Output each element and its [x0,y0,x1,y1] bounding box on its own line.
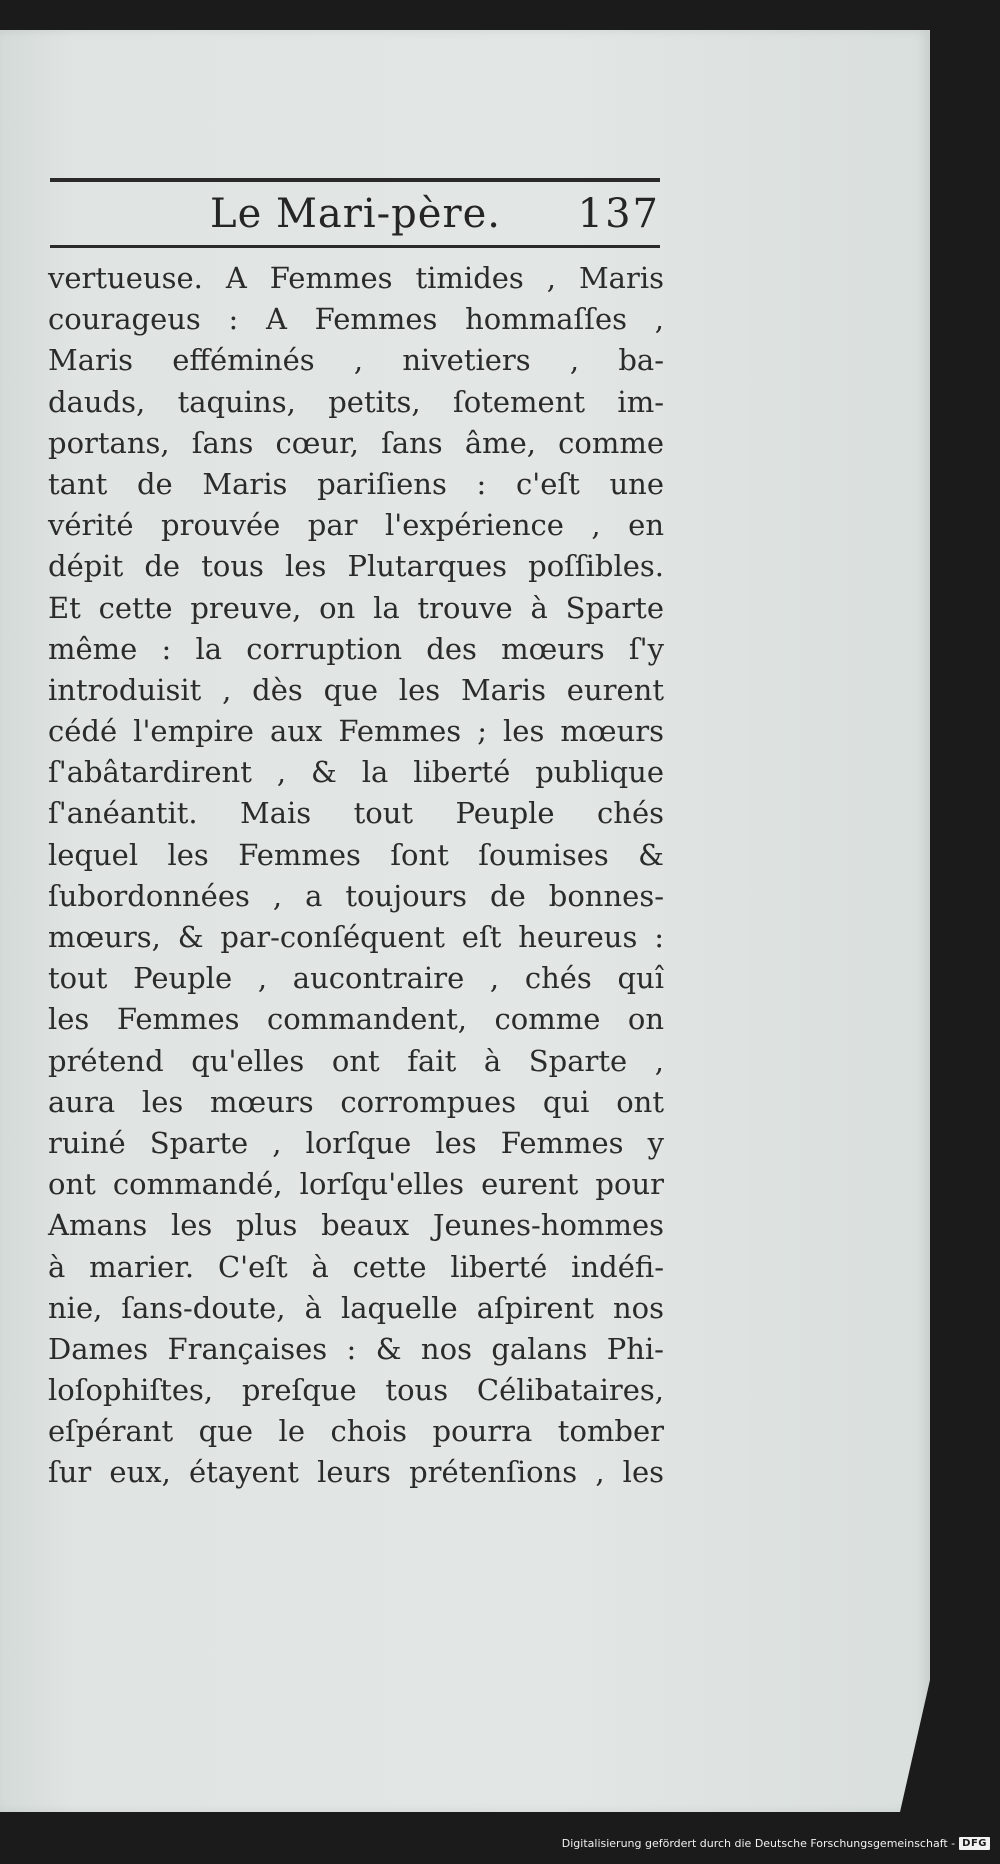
text-line: mœurs, & par-conſéquent eſt heureus : [48,920,664,954]
text-line: ſ'anéantit. Mais tout Peuple chés [48,796,664,831]
body-text [48,258,664,1494]
text-line: ſ'abâtardirent , & la liberté publique [48,755,664,790]
text-line: prétend qu'elles ont fait à Sparte , [48,1043,664,1078]
page-number: 137 [577,191,660,237]
text-line: eſpérant que le chois pourra tomber [48,1414,664,1449]
text-line: ſur eux, étayent leurs prétenſions , les [48,1455,664,1490]
text-line: Amans les plus beaux Jeunes-hommes [48,1208,664,1243]
digitization-credit [562,1832,990,1854]
text-line: dépit de tous les Plutarques poſſibles. [48,549,664,584]
text-line: aura les mœurs corrompues qui ont [48,1084,664,1119]
dfg-logo: DFG [959,1837,990,1850]
credit-text: Digitalisierung gefördert durch die Deutsche Forschungsgemeinschaft - [561,1836,956,1850]
text-line: Maris efféminés , nivetiers , ba- [48,343,664,378]
running-head [50,188,660,240]
text-line: lequel les Femmes ſont ſoumises & [48,837,664,872]
text-line: Et cette preuve, on la trouve à Sparte [48,590,664,625]
text-line: dauds, taquins, petits, ſotement im- [48,384,664,419]
text-line: courageus : A Femmes hommaſſes , [48,302,664,337]
text-line: même : la corruption des mœurs ſ'y [48,631,664,666]
text-line: ſubordonnées , a toujours de bonnes- [48,878,664,913]
text-line: tout Peuple , aucontraire , chés quî [48,961,664,996]
text-line: Dames Françaises : & nos galans Phi- [48,1331,664,1366]
text-line: portans, ſans cœur, ſans âme, comme [48,425,664,460]
running-head-title: Le Mari-père. [210,191,501,237]
text-line: les Femmes commandent, comme on [48,1002,664,1037]
torn-page-corner [900,1680,930,1812]
text-line: loſophiſtes, preſque tous Célibataires, [48,1373,664,1408]
text-line: nie, ſans-doute, à laquelle aſpirent nos [48,1290,664,1325]
text-line: ruiné Sparte , lorſque les Femmes y [48,1125,664,1160]
header-rule-bottom [50,245,660,248]
text-line: vérité prouvée par l'expérience , en [48,508,664,543]
text-line: vertueuse. A Femmes timides , Maris [48,261,664,295]
text-line: introduisit , dès que les Maris eurent [48,672,664,707]
text-line: tant de Maris pariſiens : c'eſt une [48,466,664,501]
text-line: à marier. C'eſt à cette liberté indéfi- [48,1249,664,1284]
text-line: cédé l'empire aux Femmes ; les mœurs [48,714,664,749]
header-rule-top [50,178,660,182]
text-line: ont commandé, lorſqu'elles eurent pour [48,1167,664,1202]
